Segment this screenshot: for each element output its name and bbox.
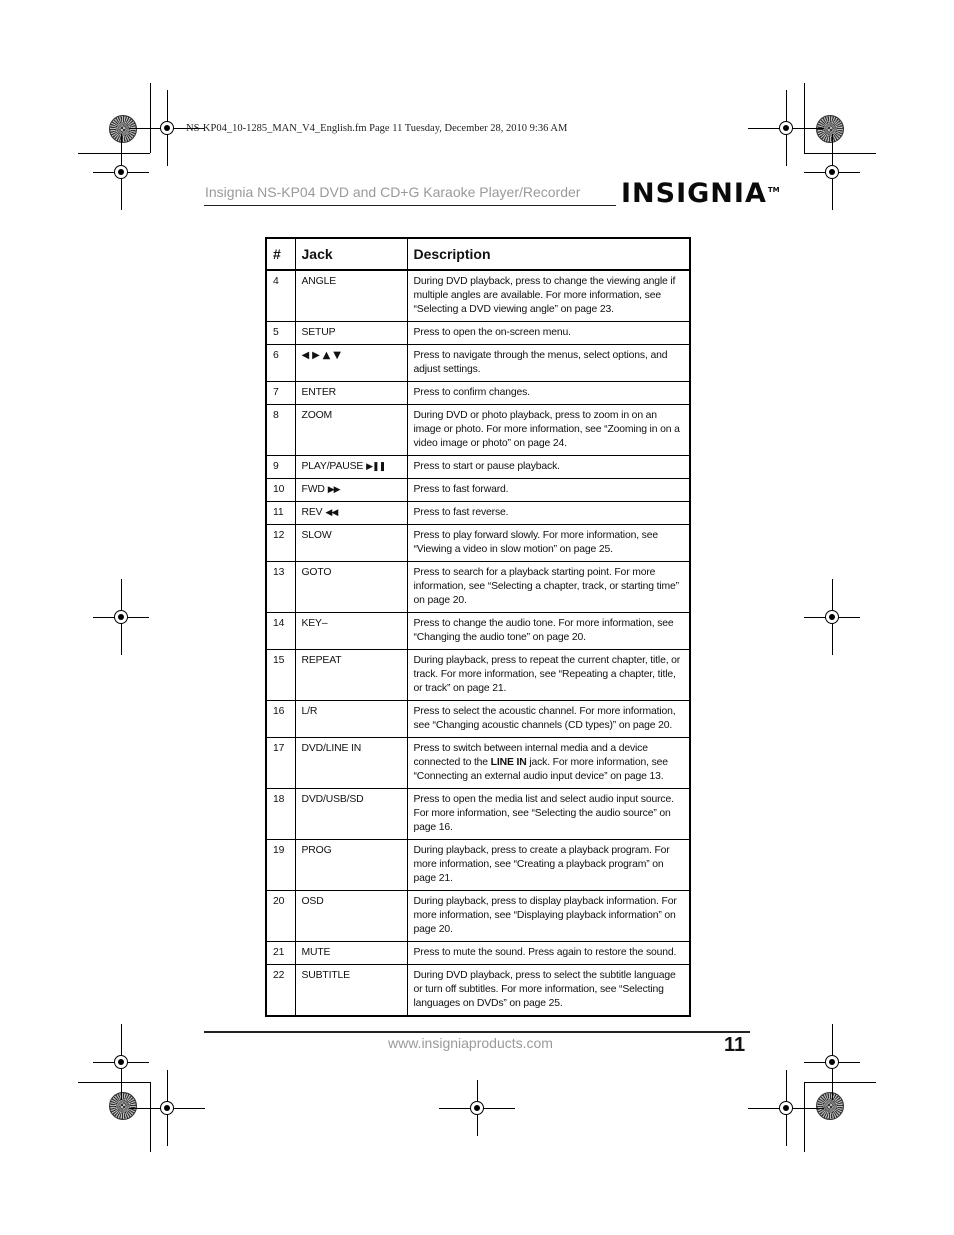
jack-description: Press to select the acoustic channel. For more information, see “Changing acoustic channels (CD types)” on page 20. [407, 701, 690, 738]
crop-line [804, 1082, 805, 1152]
jack-table [265, 237, 691, 1017]
arrow-keys-icon: ◀ ▶ ▲ ▼ [295, 345, 407, 382]
table-row [266, 525, 690, 562]
table-row [266, 891, 690, 942]
jack-description: Press to fast reverse. [407, 502, 690, 525]
crop-line [150, 83, 151, 153]
row-number: 11 [266, 502, 295, 525]
table-row [266, 701, 690, 738]
jack-description: Press to fast forward. [407, 479, 690, 502]
row-number: 15 [266, 650, 295, 701]
header-rule [204, 205, 616, 206]
row-number: 5 [266, 322, 295, 345]
row-number: 22 [266, 965, 295, 1017]
jack-description: Press to open the on-screen menu. [407, 322, 690, 345]
fast-forward-icon: ▶▶ [327, 485, 340, 495]
jack-description: During playback, press to create a playback program. For more information, see “Creating a playback program” on page 21. [407, 840, 690, 891]
table-row [266, 502, 690, 525]
registration-star-icon [109, 1092, 137, 1120]
table-row [266, 479, 690, 502]
footer-rule [204, 1031, 750, 1033]
jack-name: KEY– [295, 613, 407, 650]
jack-name: REV [301, 507, 323, 518]
footer-url: www.insigniaproducts.com [388, 1035, 553, 1051]
table-row [266, 650, 690, 701]
row-number: 19 [266, 840, 295, 891]
jack-name-cell [295, 479, 407, 502]
jack-description: Press to play forward slowly. For more information, see “Viewing a video in slow motion” on page 25. [407, 525, 690, 562]
play-pause-icon: ▶❚❚ [366, 462, 386, 472]
row-number: 4 [266, 270, 295, 322]
crop-line [150, 1082, 151, 1152]
col-header-jack: Jack [295, 238, 407, 270]
jack-description: During playback, press to repeat the current chapter, title, or track. For more information, see “Repeating a chapter, title, or track” on page 21. [407, 650, 690, 701]
row-number: 8 [266, 405, 295, 456]
table-header-row [266, 238, 690, 270]
jack-name: REPEAT [295, 650, 407, 701]
jack-name: SUBTITLE [295, 965, 407, 1017]
jack-description: Press to start or pause playback. [407, 456, 690, 479]
desc-text: Press to switch between internal media and a device connected to the [413, 743, 648, 768]
jack-name: ENTER [295, 382, 407, 405]
registration-star-icon [816, 115, 844, 143]
table-row [266, 456, 690, 479]
row-number: 9 [266, 456, 295, 479]
jack-description: During playback, press to display playback information. For more information, see “Displaying playback information” on page 20. [407, 891, 690, 942]
crop-line [804, 153, 876, 154]
crop-line [78, 153, 150, 154]
registration-star-icon [109, 115, 137, 143]
line-in-label: LINE IN [490, 757, 527, 768]
row-number: 12 [266, 525, 295, 562]
jack-description: During DVD or photo playback, press to zoom in on an image or photo. For more information, see “Zooming in on a video image or photo” on page 24. [407, 405, 690, 456]
table-row [266, 345, 690, 382]
jack-name: DVD/USB/SD [295, 789, 407, 840]
header-title: Insignia NS-KP04 DVD and CD+G Karaoke Player/Recorder [205, 184, 581, 200]
jack-name: GOTO [295, 562, 407, 613]
table-row [266, 382, 690, 405]
jack-description: Press to mute the sound. Press again to restore the sound. [407, 942, 690, 965]
jack-description [407, 738, 690, 789]
crop-line [804, 1082, 876, 1083]
jack-description: Press to confirm changes. [407, 382, 690, 405]
jack-name: DVD/LINE IN [295, 738, 407, 789]
table-row [266, 942, 690, 965]
jack-name: L/R [295, 701, 407, 738]
table-row [266, 965, 690, 1017]
logo-text: INSIGNIA [621, 178, 767, 209]
table-row [266, 840, 690, 891]
jack-name: ZOOM [295, 405, 407, 456]
jack-name-cell [295, 456, 407, 479]
jack-description: Press to navigate through the menus, select options, and adjust settings. [407, 345, 690, 382]
col-header-num: # [266, 238, 295, 270]
jack-name: ANGLE [295, 270, 407, 322]
registration-star-icon [816, 1092, 844, 1120]
row-number: 14 [266, 613, 295, 650]
page-number: 11 [724, 1034, 746, 1056]
table-row [266, 562, 690, 613]
table-row [266, 613, 690, 650]
jack-name: PLAY/PAUSE [301, 461, 364, 472]
row-number: 6 [266, 345, 295, 382]
jack-description: Press to change the audio tone. For more information, see “Changing the audio tone” on page 20. [407, 613, 690, 650]
col-header-description: Description [407, 238, 690, 270]
row-number: 18 [266, 789, 295, 840]
print-slug: NS-KP04_10-1285_MAN_V4_English.fm Page 11 Tuesday, December 28, 2010 9:36 AM [186, 123, 568, 134]
insignia-logo [621, 178, 780, 209]
row-number: 17 [266, 738, 295, 789]
logo-tm: TM [767, 186, 780, 194]
row-number: 7 [266, 382, 295, 405]
jack-name: OSD [295, 891, 407, 942]
crop-line [78, 1082, 150, 1083]
desc-text: jack. For more information, see “Connecting an external audio input device” on page 13. [413, 757, 668, 782]
table-row [266, 322, 690, 345]
jack-name: PROG [295, 840, 407, 891]
table-row [266, 738, 690, 789]
jack-description: Press to search for a playback starting point. For more information, see “Selecting a chapter, track, or starting time” on page 20. [407, 562, 690, 613]
row-number: 21 [266, 942, 295, 965]
rewind-icon: ◀◀ [325, 508, 338, 518]
jack-name: FWD [301, 484, 325, 495]
jack-description: During DVD playback, press to change the viewing angle if multiple angles are available. For more information, see “Selecting a DVD viewing angle” on page 23. [407, 270, 690, 322]
row-number: 20 [266, 891, 295, 942]
crop-line [804, 83, 805, 153]
jack-name: MUTE [295, 942, 407, 965]
jack-name: SLOW [295, 525, 407, 562]
row-number: 16 [266, 701, 295, 738]
jack-name-cell [295, 502, 407, 525]
table-row [266, 789, 690, 840]
row-number: 10 [266, 479, 295, 502]
jack-name: SETUP [295, 322, 407, 345]
row-number: 13 [266, 562, 295, 613]
table-row [266, 270, 690, 322]
jack-description: During DVD playback, press to select the subtitle language or turn off subtitles. For more information, see “Selecting languages on DVDs” on page 25. [407, 965, 690, 1017]
jack-description: Press to open the media list and select audio input source. For more information, see “Selecting the audio source” on page 16. [407, 789, 690, 840]
table-row [266, 405, 690, 456]
